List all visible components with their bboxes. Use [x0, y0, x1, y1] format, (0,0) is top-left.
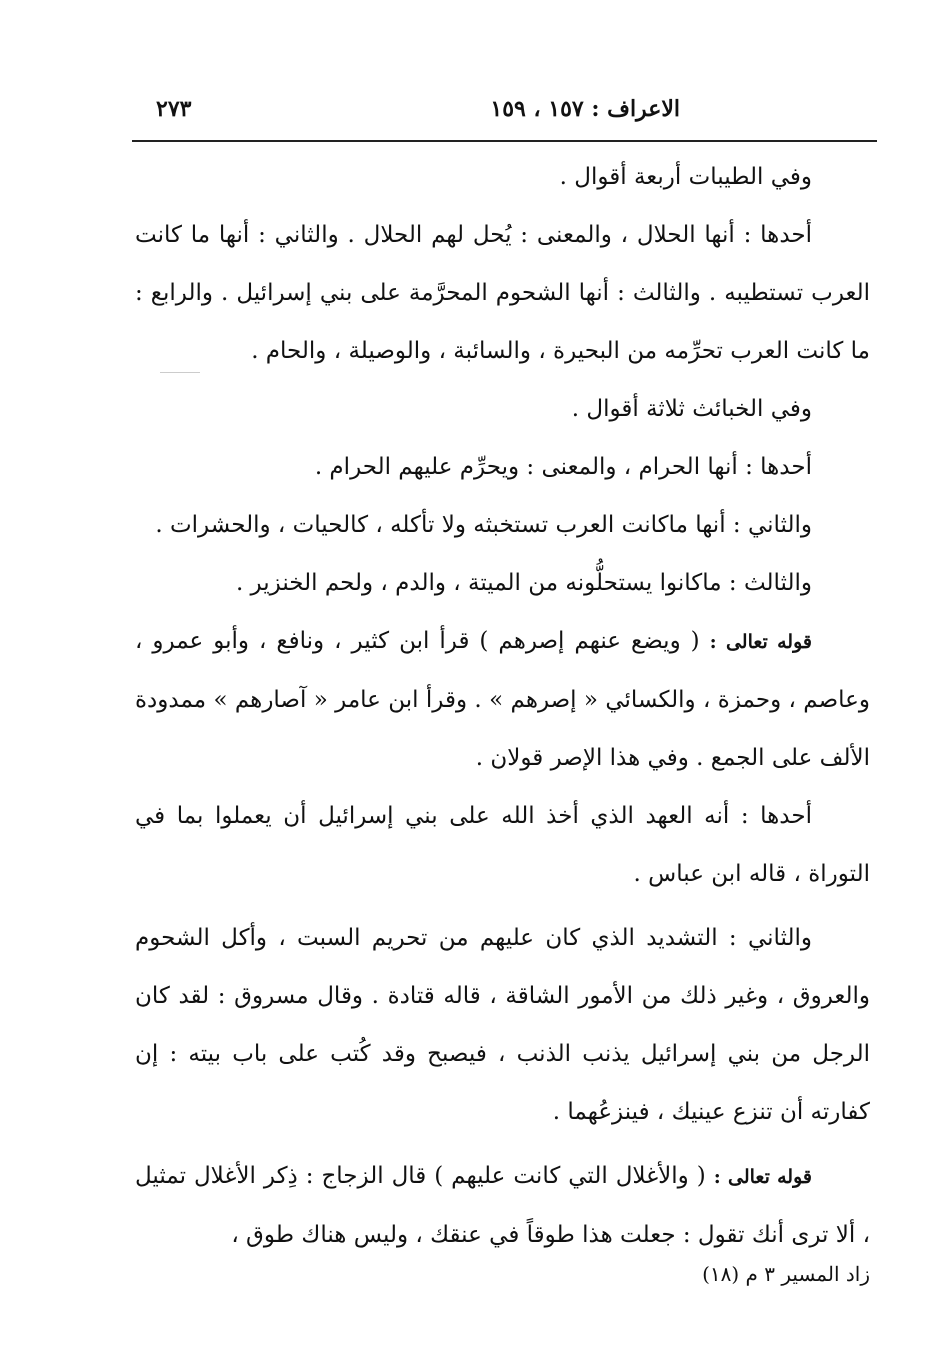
paragraph — [135, 554, 870, 612]
paragraph — [135, 148, 870, 206]
paragraph — [135, 1147, 870, 1264]
paragraph — [135, 496, 870, 554]
header-title: الاعراف : ١٥٧ ، ١٥٩ — [490, 96, 680, 122]
page-number: ٢٧٣ — [156, 96, 192, 122]
paragraph — [135, 380, 870, 438]
paragraph-text: ( والأغلال التي كانت عليهم ) قال الزجاج : ذِكر الأغلال تمثيل ، ألا ترى أنك تقول : جعلت هذا طوقاً في عنقك ، وليس هناك طوق ، — [135, 1163, 870, 1248]
header-rule — [132, 140, 877, 142]
paragraph — [135, 206, 870, 380]
paragraph-text: والثاني : التشديد الذي كان عليهم من تحريم السبت ، وأكل الشحوم والعروق ، وغير ذلك من الأمور الشاقة ، قاله قتادة . وقال مسروق : لقد كان الرجل من بني إسرائيل يذنب الذنب ، فيصبح وقد كُتب على باب بيته : إن كفارته أن تنزع عينيك ، فينزعُهما . — [135, 925, 870, 1125]
paragraph — [135, 787, 870, 903]
footer-signature: زاد المسير ٣ م (١٨) — [702, 1262, 870, 1286]
paragraph-text: وفي الطيبات أربعة أقوال . — [559, 164, 812, 190]
paragraph-text: وفي الخبائث ثلاثة أقوال . — [571, 396, 812, 422]
paragraph — [135, 909, 870, 1141]
main-text — [135, 148, 870, 1264]
paragraph — [135, 438, 870, 496]
paragraph — [135, 612, 870, 787]
paragraph-text: أحدها : أنها الحلال ، والمعنى : يُحل لهم الحلال . والثاني : أنها ما كانت العرب تستطيبه . والثالث : أنها الشحوم المحرَّمة على بني إسرائيل . والرابع : ما كانت العرب تحرِّمه من البحيرة ، والسائبة ، والوصيلة ، والحام . — [135, 222, 870, 364]
verse-lead: قوله تعالى : — [709, 631, 812, 653]
paragraph-text: أحدها : أنه العهد الذي أخذ الله على بني إسرائيل أن يعملوا بما في التوراة ، قاله ابن عباس . — [135, 803, 870, 887]
paragraph-text: ( ويضع عنهم إصرهم ) قرأ ابن كثير ، ونافع ، وأبو عمرو ، وعاصم ، وحمزة ، والكسائي « إصرهم » . وقرأ ابن عامر « آصارهم » ممدودة الألف على الجمع . وفي هذا الإصر قولان . — [135, 628, 870, 771]
running-header — [150, 96, 870, 136]
paragraph-text: والثالث : ماكانوا يستحلُّونه من الميتة ، والدم ، ولحم الخنزير . — [235, 570, 812, 596]
verse-lead: قوله تعالى : — [713, 1166, 812, 1188]
paragraph-text: والثاني : أنها ماكانت العرب تستخبثه ولا تأكله ، كالحيات ، والحشرات . — [155, 512, 812, 538]
paragraph-text: أحدها : أنها الحرام ، والمعنى : ويحرِّم عليهم الحرام . — [314, 454, 812, 480]
